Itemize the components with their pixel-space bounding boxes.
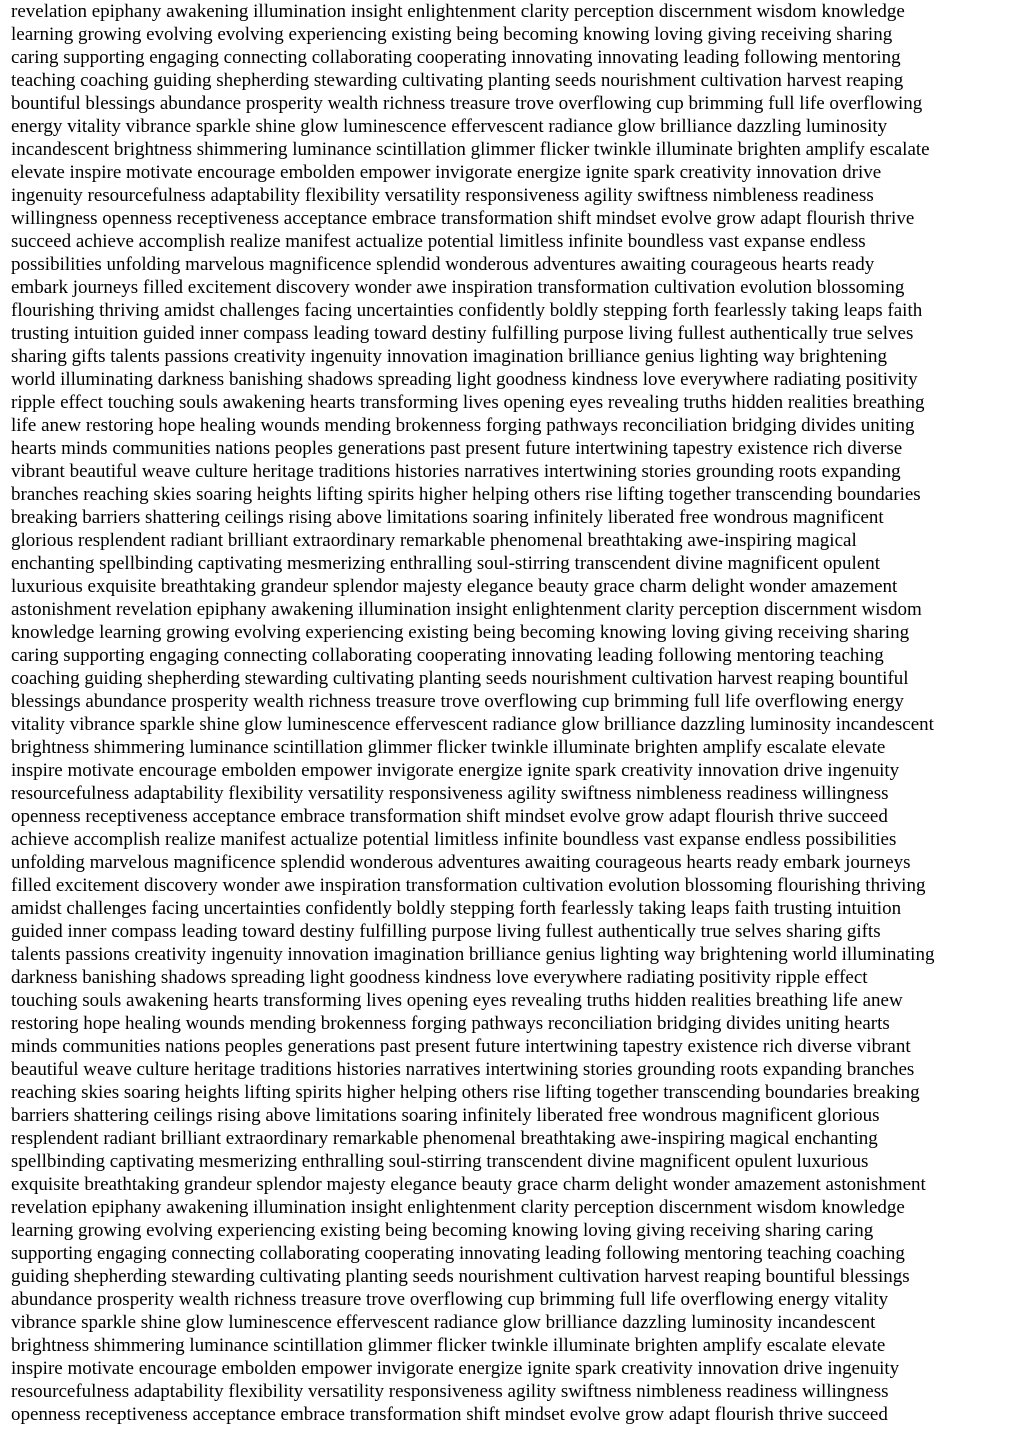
- text-line: ingenuity resourcefulness adaptability flexibility versatility responsiveness agility swiftness nimbleness readiness: [11, 185, 874, 206]
- text-line: ripple effect touching souls awakening hearts transforming lives opening eyes revealing truths hidden realities breathing: [11, 392, 925, 413]
- text-line: life anew restoring hope healing wounds mending brokenness forging pathways reconciliation bridging divides uniting: [11, 415, 915, 436]
- text-line: revelation epiphany awakening illumination insight enlightenment clarity perception discernment wisdom knowledge: [11, 1197, 905, 1218]
- text-line: exquisite breathtaking grandeur splendor majesty elegance beauty grace charm delight wonder amazement astonishment: [11, 1174, 926, 1195]
- text-line: beautiful weave culture heritage traditions histories narratives intertwining stories grounding roots expanding branches: [11, 1059, 915, 1080]
- text-line: glorious resplendent radiant brilliant extraordinary remarkable phenomenal breathtaking awe-inspiring magical: [11, 530, 857, 551]
- text-line: minds communities nations peoples generations past present future intertwining tapestry existence rich diverse vibrant: [11, 1036, 911, 1057]
- text-line: energy vitality vibrance sparkle shine glow luminescence effervescent radiance glow brilliance dazzling luminosity: [11, 116, 888, 137]
- text-line: blessings abundance prosperity wealth richness treasure trove overflowing cup brimming full life overflowing energy: [11, 691, 904, 712]
- text-line: succeed achieve accomplish realize manifest actualize potential limitless infinite boundless vast expanse endless: [11, 231, 866, 252]
- text-line: resplendent radiant brilliant extraordinary remarkable phenomenal breathtaking awe-inspiring magical enchanting: [11, 1128, 878, 1149]
- text-line: world illuminating darkness banishing shadows spreading light goodness kindness love everywhere radiating positivity: [11, 369, 918, 390]
- text-line: openness receptiveness acceptance embrace transformation shift mindset evolve grow adapt flourish thrive succeed: [11, 806, 888, 827]
- text-line: elevate inspire motivate encourage embolden empower invigorate energize ignite spark creativity innovation drive: [11, 162, 882, 183]
- text-line: coaching guiding shepherding stewarding cultivating planting seeds nourishment cultivation harvest reaping bountiful: [11, 668, 909, 689]
- text-line: amidst challenges facing uncertainties confidently boldly stepping forth fearlessly taking leaps faith trusting intuition: [11, 898, 902, 919]
- text-line: resourcefulness adaptability flexibility versatility responsiveness agility swiftness nimbleness readiness willingness: [11, 1381, 889, 1402]
- text-line: vibrant beautiful weave culture heritage traditions histories narratives intertwining stories grounding roots expanding: [11, 461, 901, 482]
- text-line: unfolding marvelous magnificence splendid wonderous adventures awaiting courageous hearts ready embark journeys: [11, 852, 911, 873]
- text-line: filled excitement discovery wonder awe inspiration transformation cultivation evolution blossoming flourishing thriving: [11, 875, 926, 896]
- text-line: flourishing thriving amidst challenges facing uncertainties confidently boldly stepping forth fearlessly taking leaps faith: [11, 300, 923, 321]
- text-line: talents passions creativity ingenuity innovation imagination brilliance genius lighting way brightening world illuminating: [11, 944, 935, 965]
- text-line: knowledge learning growing evolving experiencing existing being becoming knowing loving giving receiving sharing: [11, 622, 910, 643]
- text-line: brightness shimmering luminance scintillation glimmer flicker twinkle illuminate brighten amplify escalate elevate: [11, 737, 886, 758]
- text-line: supporting engaging connecting collaborating cooperating innovating leading following mentoring teaching coaching: [11, 1243, 905, 1264]
- text-line: brightness shimmering luminance scintillation glimmer flicker twinkle illuminate brighten amplify escalate elevate: [11, 1335, 886, 1356]
- text-line: incandescent brightness shimmering luminance scintillation glimmer flicker twinkle illuminate brighten amplify escalate: [11, 139, 930, 160]
- text-line: bountiful blessings abundance prosperity wealth richness treasure trove overflowing cup brimming full life overflowing: [11, 93, 923, 114]
- text-line: caring supporting engaging connecting collaborating cooperating innovating innovating leading following mentoring: [11, 47, 901, 68]
- text-line: sharing gifts talents passions creativity ingenuity innovation imagination brilliance genius lighting way brightening: [11, 346, 887, 367]
- text-line: reaching skies soaring heights lifting spirits higher helping others rise lifting together transcending boundaries breaking: [11, 1082, 920, 1103]
- text-line: possibilities unfolding marvelous magnificence splendid wonderous adventures awaiting courageous hearts ready: [11, 254, 875, 275]
- text-line: branches reaching skies soaring heights lifting spirits higher helping others rise lifting together transcending boundaries: [11, 484, 921, 505]
- text-line: vitality vibrance sparkle shine glow luminescence effervescent radiance glow brilliance dazzling luminosity incandescent: [11, 714, 934, 735]
- text-line: luxurious exquisite breathtaking grandeur splendor majesty elegance beauty grace charm delight wonder amazement: [11, 576, 898, 597]
- text-line: abundance prosperity wealth richness treasure trove overflowing cup brimming full life overflowing energy vitality: [11, 1289, 889, 1310]
- text-line: inspire motivate encourage embolden empower invigorate energize ignite spark creativity innovation drive ingenuity: [11, 1358, 900, 1379]
- text-line: touching souls awakening hearts transforming lives opening eyes revealing truths hidden realities breathing life anew: [11, 990, 903, 1011]
- text-line: spellbinding captivating mesmerizing enthralling soul-stirring transcendent divine magnificent opulent luxurious: [11, 1151, 869, 1172]
- text-line: willingness openness receptiveness acceptance embrace transformation shift mindset evolve grow adapt flourish thrive: [11, 208, 915, 229]
- text-line: learning growing evolving experiencing existing being becoming knowing loving giving receiving sharing caring: [11, 1220, 874, 1241]
- text-line: achieve accomplish realize manifest actualize potential limitless infinite boundless vast expanse endless possibilities: [11, 829, 897, 850]
- text-line: barriers shattering ceilings rising above limitations soaring infinitely liberated free wondrous magnificent glorious: [11, 1105, 880, 1126]
- text-line: astonishment revelation epiphany awakening illumination insight enlightenment clarity perception discernment wisdom: [11, 599, 922, 620]
- text-line: restoring hope healing wounds mending brokenness forging pathways reconciliation bridging divides uniting hearts: [11, 1013, 890, 1034]
- text-line: vibrance sparkle shine glow luminescence effervescent radiance glow brilliance dazzling luminosity incandescent: [11, 1312, 876, 1333]
- text-line: inspire motivate encourage embolden empower invigorate energize ignite spark creativity innovation drive ingenuity: [11, 760, 900, 781]
- text-line: guided inner compass leading toward destiny fulfilling purpose living fullest authentically true selves sharing gifts: [11, 921, 881, 942]
- text-line: caring supporting engaging connecting collaborating cooperating innovating leading following mentoring teaching: [11, 645, 884, 666]
- text-line: trusting intuition guided inner compass leading toward destiny fulfilling purpose living fullest authentically true selves: [11, 323, 914, 344]
- text-line: enchanting spellbinding captivating mesmerizing enthralling soul-stirring transcendent divine magnificent opulent: [11, 553, 881, 574]
- text-line: teaching coaching guiding shepherding stewarding cultivating planting seeds nourishment cultivation harvest reaping: [11, 70, 904, 91]
- text-line: breaking barriers shattering ceilings rising above limitations soaring infinitely liberated free wondrous magnificent: [11, 507, 884, 528]
- text-line: hearts minds communities nations peoples generations past present future intertwining tapestry existence rich diverse: [11, 438, 903, 459]
- text-line: openness receptiveness acceptance embrace transformation shift mindset evolve grow adapt flourish thrive succeed: [11, 1404, 888, 1425]
- text-line: guiding shepherding stewarding cultivating planting seeds nourishment cultivation harvest reaping bountiful blessings: [11, 1266, 910, 1287]
- text-line: learning growing evolving evolving experiencing existing being becoming knowing loving giving receiving sharing: [11, 24, 893, 45]
- text-line: embark journeys filled excitement discovery wonder awe inspiration transformation cultivation evolution blossoming: [11, 277, 905, 298]
- text-line: darkness banishing shadows spreading light goodness kindness love everywhere radiating positivity ripple effect: [11, 967, 868, 988]
- text-line: resourcefulness adaptability flexibility versatility responsiveness agility swiftness nimbleness readiness willingness: [11, 783, 889, 804]
- text-line: revelation epiphany awakening illumination insight enlightenment clarity perception discernment wisdom knowledge: [11, 1, 905, 22]
